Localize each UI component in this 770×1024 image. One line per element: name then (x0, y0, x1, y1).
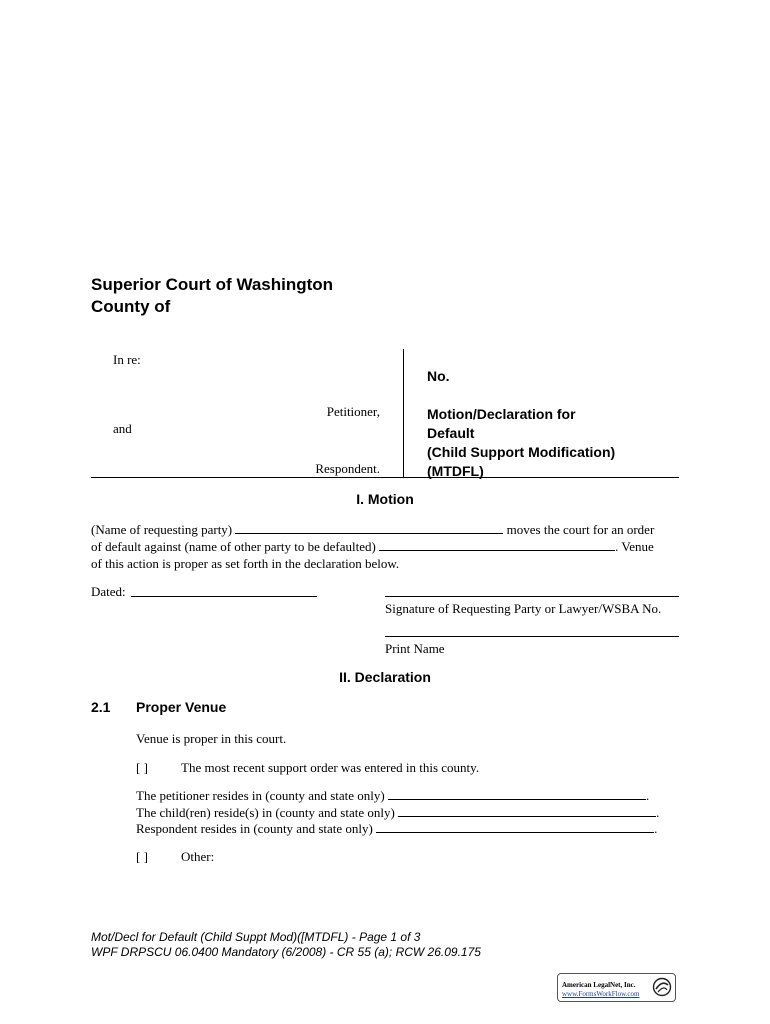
period: . (656, 805, 660, 820)
court-header (91, 274, 333, 318)
defaulted-party-blank[interactable] (379, 539, 615, 551)
defaulted-party-label: of default against (name of other party to be defaulted) (91, 539, 376, 554)
dated-label: Dated: (91, 584, 126, 599)
title-line: Default (427, 425, 475, 441)
option-other: Other: (181, 849, 215, 864)
title-line: Motion/Declaration for (427, 406, 576, 422)
logo-company-name: American LegalNet, Inc. (562, 981, 636, 989)
case-number-label: No. (427, 368, 450, 384)
print-name-caption: Print Name (385, 641, 445, 656)
signature-line[interactable] (385, 596, 679, 597)
declaration-heading: II. Declaration (339, 669, 431, 685)
requesting-party-blank[interactable] (235, 522, 503, 534)
footer-line-2: WPF DRPSCU 06.0400 Mandatory (6/2008) - CR 55 (a); RCW 26.09.175 (91, 945, 481, 959)
respondent-residence-label: Respondent resides in (county and state only) (136, 821, 373, 836)
petitioner-residence-label: The petitioner resides in (county and state only) (136, 788, 385, 803)
period: . (645, 788, 650, 803)
respondent-residence-line (136, 821, 657, 837)
logo-url[interactable]: www.FormsWorkFlow.com (562, 990, 640, 998)
checkbox-other[interactable]: [ ] (136, 849, 148, 864)
children-residence-label: The child(ren) reside(s) in (county and state only) (136, 805, 395, 820)
motion-heading: I. Motion (356, 491, 414, 507)
venue-statement: Venue is proper in this court. (136, 731, 287, 746)
print-name-line[interactable] (385, 636, 679, 637)
caption-vertical-rule (403, 349, 404, 478)
county-label: County of (91, 297, 171, 316)
option-order-entered: The most recent support order was entered in this county. (181, 760, 480, 775)
period: . (654, 821, 658, 836)
and-label: and (113, 421, 132, 436)
section-title: Proper Venue (136, 699, 227, 715)
children-residence-line (136, 805, 659, 821)
requesting-party-label: (Name of requesting party) (91, 522, 233, 537)
legalnet-logo-icon (652, 977, 672, 997)
motion-line-3: of this action is proper as set forth in the declaration below. (91, 556, 400, 571)
document-title (427, 405, 615, 481)
respondent-residence-blank[interactable] (376, 821, 654, 833)
petitioner-label: Petitioner, (326, 404, 380, 419)
title-line: (MTDFL) (427, 463, 484, 479)
motion-line-2 (91, 539, 654, 555)
in-re-label: In re: (113, 352, 141, 367)
court-name: Superior Court of Washington (91, 275, 334, 294)
venue-text: . Venue (615, 539, 654, 554)
page-footer (91, 930, 481, 960)
children-residence-blank[interactable] (398, 805, 656, 817)
footer-line-1: Mot/Decl for Default (Child Suppt Mod)([MTDFL) - Page 1 of 3 (91, 930, 421, 944)
moves-court-text: moves the court for an order (506, 522, 655, 537)
petitioner-residence-line (136, 788, 649, 804)
motion-line-1 (91, 522, 654, 538)
checkbox-order-entered[interactable]: [ ] (136, 760, 148, 775)
legalnet-logo (557, 973, 676, 1002)
respondent-label: Respondent. (315, 461, 380, 476)
petitioner-residence-blank[interactable] (388, 788, 646, 800)
section-number: 2.1 (91, 699, 111, 715)
title-line: (Child Support Modification) (427, 444, 616, 460)
signature-caption: Signature of Requesting Party or Lawyer/WSBA No. (385, 601, 662, 616)
dated-blank[interactable] (131, 596, 317, 597)
